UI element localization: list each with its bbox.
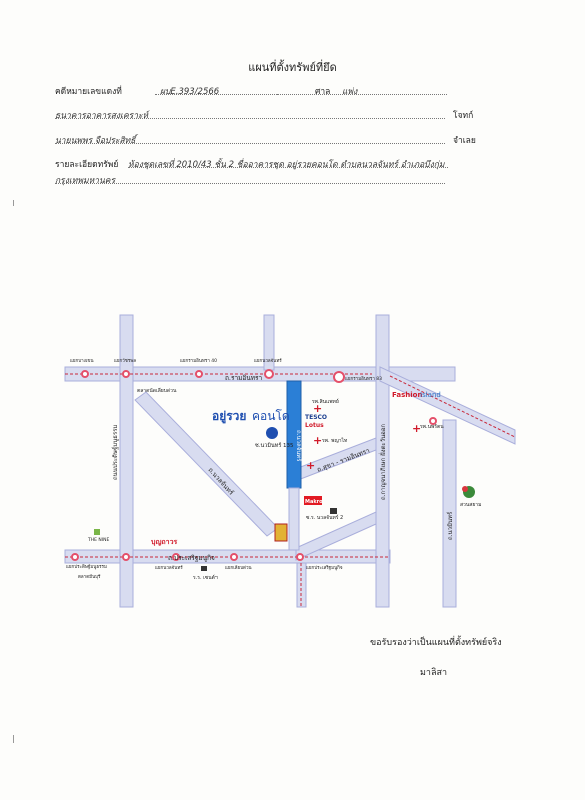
property-marker [266,427,278,439]
landmark-trees: THE NINE [88,538,110,543]
road-label-prasert: ถ.ประเสริฐมนูกิจ [168,554,215,562]
case-label: คดีหมายเลขแดงที่ [55,87,122,97]
landmark-soi2: ซ.ร. นวลจันทร์ 2 [306,515,344,521]
junction-bottom-left2: ตลาดมีนบุรี [78,575,101,580]
svg-text:+: + [306,459,316,472]
building-icon [275,524,287,541]
svg-text:+: + [313,402,323,415]
road-label-ramintra: ถ.รามอินทรา [225,374,263,382]
junction-left-top3: แยกรามอินทรา 40 [180,359,218,364]
scan-mark [13,200,14,206]
property-name-b: คอนโด [252,409,290,423]
landmark-bigc: รพ.สินแพทย์ [312,399,339,405]
landmark-fashion: Fashion [392,391,423,399]
scan-mark [13,735,14,743]
court-label: ศาล [315,87,331,97]
landmark-makro: Makro [305,499,323,505]
landmark-school: ร.ร. เซนต์ฯ [193,575,218,581]
landmark-park: สวนสยาม [460,502,482,508]
svg-text:+: + [313,434,323,447]
landmark-mall: บุญถาวร [151,538,178,546]
detail-line2: กรุงเทพมหานคร [55,176,116,186]
certify-text: ขอรับรองว่าเป็นแผนที่ตั้งทรัพย์จริง [370,638,502,648]
junction-left-top2: แยกวัชรพล [114,359,136,364]
road-label-left: ถนนประดิษฐ์มนูธรรม [112,424,119,480]
junction-top-mid: แยกนวลจันทร์ [254,359,282,364]
junction-right-top: แยกรามอินทรา 83 [345,377,383,382]
junction-left-top1: แยกบางเขน [70,359,94,364]
landmark-lotus: Lotus [305,422,324,429]
school-icon [201,566,207,571]
road-label-sukha: ถ.สุขา - รามอินทรา [315,446,371,474]
road-label-right: ถ.นวมินทร์ [447,511,454,540]
road-label-nuanchan: ถ.นวลจันทร์ [206,465,236,497]
defendant-role: จำเลย [453,136,476,146]
junction-bottom-mid1: แยกนวลจันทร์ [155,566,183,571]
signature-name: มาลิสา [420,668,448,678]
plaintiff-role: โจทก์ [453,111,474,121]
detail-line1: ห้องชุดเลขที่ 2010/43 ชั้น 2 ชื่ออาคารชุด อยู่รวยคอนโด ตำบลนวลจันทร์ อำเภอบึงกุ่ม [128,160,445,170]
defendant-name: นายนพพร จือประสิทธิ์ [55,136,136,146]
tree-icon [94,529,100,535]
school-icon [330,508,337,514]
junction-bottom-right: แยกประเสริฐมนูกิจ [306,566,343,571]
landmark-hospital-r: รพ.นพรัตน [420,424,444,430]
svg-text:+: + [412,422,422,435]
case-number: ผบE.393/2566 [160,87,220,97]
landmark-tesco: TESCO [305,414,328,421]
junction-bottom-mid2: แยกเลียบด่วน [225,566,252,571]
landmark-clinic: รพ. พญาไท [322,438,348,444]
landmark-fashion2: Island [420,391,441,399]
road-label-soi: ถ.นวลจันทร์ [295,430,302,462]
road-soi-lower [289,488,299,550]
park-icon [462,486,468,492]
property-name-a: อยู่รวย [212,409,247,423]
road-label-kanchana: ถ.กาญจนาภิเษก ฝั่งตะวันออก [380,423,387,500]
court-value: แพ่ง [342,87,358,97]
detail-label: รายละเอียดทรัพย์ [55,160,119,170]
plaintiff-name: ธนาคารอาคารสงเคราะห์ [55,111,149,121]
property-soi: ซ.นวมินทร์ 135 [255,443,294,449]
junction-bottom-left: แยกประดิษฐ์มนูธรรม [66,565,107,570]
landmark-market: ตลาดนัดเลียบด่วน [137,388,177,394]
document-title: แผนที่ตั้งทรัพย์ที่ยึด [248,61,337,74]
